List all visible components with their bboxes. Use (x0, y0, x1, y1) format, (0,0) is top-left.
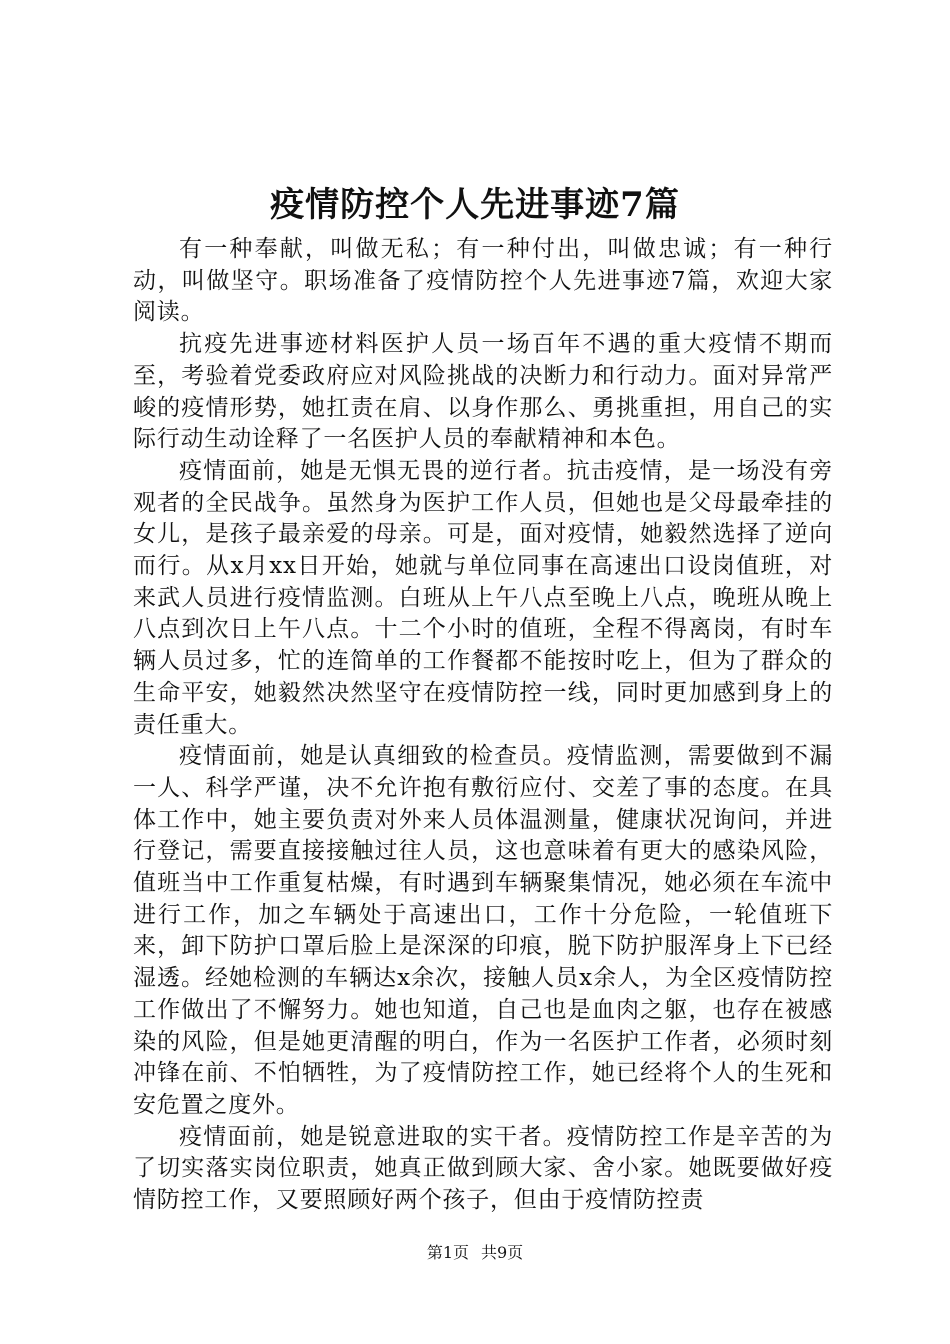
page-footer (0, 1243, 950, 1263)
paragraph-retrograde: 疫情面前，她是无惧无畏的逆行者。抗击疫情，是一场没有旁观者的全民战争。虽然身为医护工作人员，但她也是父母最牵挂的女儿，是孩子最亲爱的母亲。可是，面对疫情，她毅然选择了逆向而行。从x月xx日开始，她就与单位同事在高速出口设岗值班，对来武人员进行疫情监测。白班从上午八点至晚上八点，晚班从晚上八点到次日上午八点。十二个小时的值班，全程不得离岗，有时车辆人员过多，忙的连简单的工作餐都不能按时吃上，但为了群众的生命平安，她毅然决然坚守在疫情防控一线，同时更加感到身上的责任重大。 (133, 457, 833, 738)
paragraph-inspector: 疫情面前，她是认真细致的检查员。疫情监测，需要做到不漏一人、科学严谨，决不允许抱有敷衍应付、交差了事的态度。在具体工作中，她主要负责对外来人员体温测量，健康状况询问，并进行登记，需要直接接触过往人员，这也意味着有更大的感染风险，值班当中工作重复枯燥，有时遇到车辆聚集情况，她必须在车流中进行工作，加之车辆处于高速出口，工作十分危险，一轮值班下来，卸下防护口罩后脸上是深深的印痕，脱下防护服浑身上下已经湿透。经她检测的车辆达x余次，接触人员x余人，为全区疫情防控工作做出了不懈努力。她也知道，自己也是血肉之躯，也存在被感染的风险，但是她更清醒的明白，作为一名医护工作者，必须时刻冲锋在前、不怕牺牲，为了疫情防控工作，她已经将个人的生死和安危置之度外。 (133, 743, 833, 1118)
document-body (133, 234, 833, 1217)
total-pages: 共9页 (481, 1243, 524, 1262)
paragraph-overview: 抗疫先进事迹材料医护人员一场百年不遇的重大疫情不期而至，考验着党委政府应对风险挑战的决断力和行动力。面对异常严峻的疫情形势，她扛责在肩、以身作那么、勇挑重担，用自己的实际行动生动诠释了一名医护人员的奉献精神和本色。 (133, 331, 833, 453)
document-title: 疫情防控个人先进事迹7篇 (270, 185, 680, 225)
page-number: 第1页 (426, 1243, 469, 1262)
paragraph-intro: 有一种奉献，叫做无私；有一种付出，叫做忠诚；有一种行动，叫做坚守。职场准备了疫情防控个人先进事迹7篇，欢迎大家阅读。 (133, 236, 833, 326)
paragraph-doer: 疫情面前，她是锐意进取的实干者。疫情防控工作是辛苦的为了切实落实岗位职责，她真正做到顾大家、舍小家。她既要做好疫情防控工作，又要照顾好两个孩子，但由于疫情防控责 (133, 1123, 833, 1214)
